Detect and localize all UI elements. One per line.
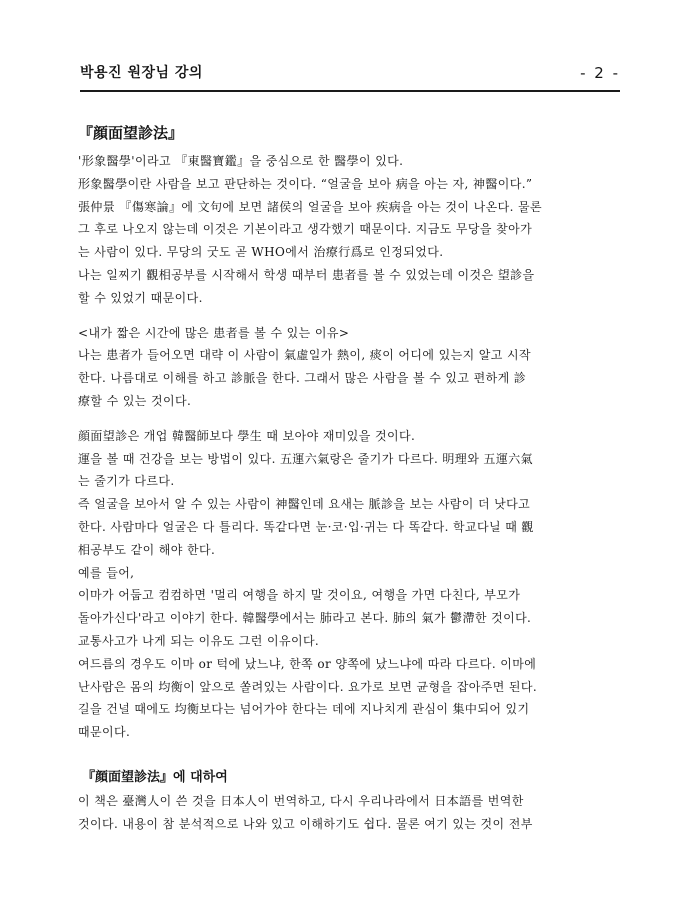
text-line: 교통사고가 나게 되는 이유도 그런 이유이다. bbox=[78, 633, 320, 648]
document-body bbox=[78, 120, 622, 836]
text-line: 張仲景 『傷寒論』에 文句에 보면 諸侯의 얼굴을 보아 疾病을 아는 것이 나온다. 물론 bbox=[78, 199, 543, 214]
section-1-body bbox=[78, 150, 622, 310]
text-line: '形象醫學'이라고 『東醫寶鑑』을 중심으로 한 醫學이 있다. bbox=[78, 154, 404, 168]
text-line: 그 후로 나오지 않는데 이것은 기본이라고 생각했기 때문이다. 지금도 무당을 찾아가 bbox=[78, 222, 533, 237]
subsection-title: <내가 짧은 시간에 많은 患者를 볼 수 있는 이유> bbox=[78, 325, 350, 340]
paragraph-gap bbox=[78, 744, 622, 766]
section-2-body bbox=[78, 322, 622, 413]
subsection-heading-book: 『顔面望診法』 bbox=[82, 769, 174, 785]
text-line: 療할 수 있는 것이다. bbox=[78, 393, 192, 408]
text-line: 形象醫學이란 사람을 보고 판단하는 것이다. “얼굴을 보아 病을 아는 자, 神醫이다.” bbox=[78, 176, 533, 191]
text-line: 나는 患者가 들어오면 대략 이 사람이 氣虛일가 熱이, 痰이 어디에 있는지 알고 시작 bbox=[78, 348, 531, 363]
text-line: 運을 볼 때 건강을 보는 방법이 있다. 五運六氣랑은 줄기가 다르다. 明理와 五運六氣 bbox=[78, 451, 534, 466]
header-divider bbox=[80, 90, 620, 92]
text-line: 한다. 사람마다 얼굴은 다 틀리다. 똑같다면 눈·코·입·귀는 다 똑같다. 학교다닐 때 觀 bbox=[78, 519, 534, 534]
text-line: 이마가 어둡고 컴컴하면 '멀리 여행을 하지 말 것이요, 여행을 가면 다친다, 부모가 bbox=[78, 588, 521, 603]
text-line: 것이다. 내용이 참 분석적으로 나와 있고 이해하기도 쉽다. 물론 여기 있는 것이 전부 bbox=[78, 816, 533, 831]
text-line: 난사람은 몸의 均衡이 앞으로 쏠려있는 사람이다. 요가로 보면 균형을 잡아주면 된다. bbox=[78, 679, 538, 694]
paragraph-gap bbox=[78, 310, 622, 322]
page-header bbox=[80, 64, 620, 86]
subsection-heading bbox=[78, 766, 622, 790]
lecture-title: 박용진 원장님 강의 bbox=[80, 65, 203, 81]
paragraph-gap bbox=[78, 413, 622, 425]
text-line: 顔面望診은 개업 韓醫師보다 學生 때 보아야 재미있을 것이다. bbox=[78, 428, 416, 443]
text-line: 는 줄기가 다르다. bbox=[78, 474, 175, 489]
text-line: 즉 얼굴을 보아서 알 수 있는 사람이 神醫인데 요새는 脈診을 보는 사람이 더 낫다고 bbox=[78, 497, 531, 512]
text-line: 예를 들어, bbox=[78, 565, 135, 580]
subsection-heading-tail: 에 대하여 bbox=[173, 769, 228, 785]
page-number: - 2 - bbox=[580, 64, 620, 82]
text-line: 이 책은 臺灣人이 쓴 것을 日本人이 번역하고, 다시 우리나라에서 日本語를 번역한 bbox=[78, 793, 524, 808]
text-line: 나는 일찌기 觀相공부를 시작해서 학생 때부터 患者를 볼 수 있었는데 이것은 望診을 bbox=[78, 267, 535, 282]
text-line: 相공부도 같이 해야 한다. bbox=[78, 542, 216, 557]
text-line: 는 사람이 있다. 무당의 굿도 곧 WHO에서 治療行爲로 인정되었다. bbox=[78, 245, 444, 260]
section-4-body bbox=[78, 790, 622, 836]
text-line: 때문이다. bbox=[78, 725, 131, 740]
text-line: 한다. 나름대로 이해를 하고 診脈을 한다. 그래서 많은 사람을 볼 수 있고 편하게 診 bbox=[78, 371, 527, 386]
section-heading: 『顔面望診法』 bbox=[78, 124, 184, 142]
text-line: 할 수 있었기 때문이다. bbox=[78, 290, 203, 305]
text-line: 여드름의 경우도 이마 or 턱에 났느냐, 한쪽 or 양쪽에 났느냐에 따라 다르다. 이마에 bbox=[78, 656, 537, 671]
text-line: 길을 건널 때에도 均衡보다는 넘어가야 한다는 데에 지나치게 관심이 集中되어 있기 bbox=[78, 702, 530, 717]
section-3-body bbox=[78, 425, 622, 744]
text-line: 돌아가신다'라고 이야기 한다. 韓醫學에서는 肺라고 본다. 肺의 氣가 鬱滯한 것이다. bbox=[78, 611, 532, 626]
